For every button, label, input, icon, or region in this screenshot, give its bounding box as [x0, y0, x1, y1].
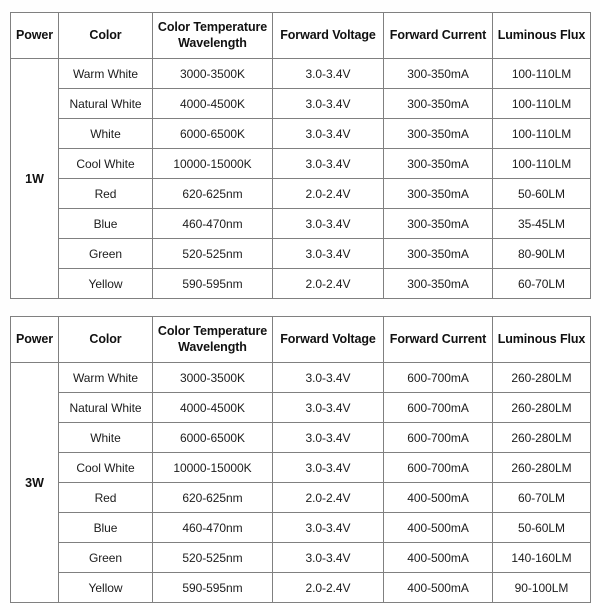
column-header-color: Color	[59, 13, 153, 59]
cell-current: 300-350mA	[384, 179, 493, 209]
cell-color: Green	[59, 543, 153, 573]
cell-flux: 80-90LM	[493, 239, 591, 269]
led-spec-table-3w	[10, 316, 591, 603]
table-row	[11, 119, 591, 149]
cell-current: 300-350mA	[384, 89, 493, 119]
cell-voltage: 3.0-3.4V	[273, 363, 384, 393]
cell-temp: 460-470nm	[153, 209, 273, 239]
cell-color: Cool White	[59, 149, 153, 179]
column-header-line1: Color Temperature	[157, 324, 268, 339]
cell-current: 300-350mA	[384, 59, 493, 89]
cell-voltage: 3.0-3.4V	[273, 393, 384, 423]
cell-current: 300-350mA	[384, 209, 493, 239]
power-cell-3w: 3W	[11, 363, 59, 603]
cell-color: White	[59, 119, 153, 149]
table-row	[11, 149, 591, 179]
table-body-1w	[11, 59, 591, 299]
cell-color: Green	[59, 239, 153, 269]
column-header-line1: Color Temperature	[157, 20, 268, 35]
cell-voltage: 3.0-3.4V	[273, 513, 384, 543]
table-row	[11, 59, 591, 89]
cell-flux: 260-280LM	[493, 453, 591, 483]
table-row	[11, 209, 591, 239]
cell-color: Yellow	[59, 573, 153, 603]
table-row	[11, 269, 591, 299]
cell-current: 600-700mA	[384, 363, 493, 393]
power-cell-1w: 1W	[11, 59, 59, 299]
column-header-color-temperature-wavelength	[153, 317, 273, 363]
cell-color: Warm White	[59, 59, 153, 89]
column-header-forward-voltage: Forward Voltage	[273, 317, 384, 363]
column-header-color-temperature-wavelength	[153, 13, 273, 59]
cell-current: 300-350mA	[384, 269, 493, 299]
led-spec-table-1w	[10, 12, 591, 299]
cell-flux: 100-110LM	[493, 119, 591, 149]
cell-flux: 140-160LM	[493, 543, 591, 573]
cell-voltage: 3.0-3.4V	[273, 543, 384, 573]
cell-voltage: 2.0-2.4V	[273, 179, 384, 209]
table-header-1w	[11, 13, 591, 59]
cell-current: 300-350mA	[384, 119, 493, 149]
cell-color: Red	[59, 483, 153, 513]
column-header-color: Color	[59, 317, 153, 363]
cell-flux: 260-280LM	[493, 423, 591, 453]
cell-flux: 260-280LM	[493, 393, 591, 423]
cell-flux: 100-110LM	[493, 149, 591, 179]
header-row	[11, 317, 591, 363]
cell-flux: 60-70LM	[493, 269, 591, 299]
column-header-power: Power	[11, 317, 59, 363]
cell-voltage: 2.0-2.4V	[273, 483, 384, 513]
cell-flux: 50-60LM	[493, 179, 591, 209]
table-row	[11, 513, 591, 543]
table-row	[11, 423, 591, 453]
cell-voltage: 3.0-3.4V	[273, 209, 384, 239]
cell-temp: 6000-6500K	[153, 423, 273, 453]
cell-current: 600-700mA	[384, 393, 493, 423]
cell-temp: 6000-6500K	[153, 119, 273, 149]
column-header-line2: Wavelength	[178, 339, 247, 354]
cell-temp: 3000-3500K	[153, 59, 273, 89]
cell-current: 300-350mA	[384, 239, 493, 269]
cell-current: 600-700mA	[384, 453, 493, 483]
cell-current: 400-500mA	[384, 573, 493, 603]
cell-color: Blue	[59, 209, 153, 239]
cell-temp: 520-525nm	[153, 239, 273, 269]
cell-temp: 10000-15000K	[153, 149, 273, 179]
column-header-luminous-flux: Luminous Flux	[493, 317, 591, 363]
table-row	[11, 483, 591, 513]
column-header-power: Power	[11, 13, 59, 59]
cell-current: 600-700mA	[384, 423, 493, 453]
table-body-3w	[11, 363, 591, 603]
column-header-forward-current: Forward Current	[384, 317, 493, 363]
cell-temp: 620-625nm	[153, 179, 273, 209]
cell-flux: 100-110LM	[493, 89, 591, 119]
cell-temp: 10000-15000K	[153, 453, 273, 483]
cell-color: Red	[59, 179, 153, 209]
cell-color: Warm White	[59, 363, 153, 393]
cell-temp: 4000-4500K	[153, 89, 273, 119]
table-header-3w	[11, 317, 591, 363]
cell-flux: 100-110LM	[493, 59, 591, 89]
cell-temp: 4000-4500K	[153, 393, 273, 423]
table-row	[11, 573, 591, 603]
column-header-luminous-flux: Luminous Flux	[493, 13, 591, 59]
cell-current: 400-500mA	[384, 513, 493, 543]
cell-color: Cool White	[59, 453, 153, 483]
cell-flux: 260-280LM	[493, 363, 591, 393]
table-row	[11, 89, 591, 119]
cell-temp: 3000-3500K	[153, 363, 273, 393]
cell-temp: 460-470nm	[153, 513, 273, 543]
cell-current: 300-350mA	[384, 149, 493, 179]
cell-voltage: 3.0-3.4V	[273, 59, 384, 89]
cell-temp: 590-595nm	[153, 269, 273, 299]
cell-voltage: 3.0-3.4V	[273, 149, 384, 179]
table-row	[11, 453, 591, 483]
cell-color: Yellow	[59, 269, 153, 299]
header-row	[11, 13, 591, 59]
cell-color: White	[59, 423, 153, 453]
cell-voltage: 3.0-3.4V	[273, 453, 384, 483]
cell-flux: 60-70LM	[493, 483, 591, 513]
table-row	[11, 363, 591, 393]
table-row	[11, 179, 591, 209]
cell-voltage: 3.0-3.4V	[273, 423, 384, 453]
cell-flux: 50-60LM	[493, 513, 591, 543]
cell-color: Blue	[59, 513, 153, 543]
cell-flux: 35-45LM	[493, 209, 591, 239]
cell-voltage: 3.0-3.4V	[273, 119, 384, 149]
table-row	[11, 239, 591, 269]
cell-voltage: 3.0-3.4V	[273, 89, 384, 119]
column-header-forward-voltage: Forward Voltage	[273, 13, 384, 59]
column-header-forward-current: Forward Current	[384, 13, 493, 59]
table-row	[11, 543, 591, 573]
cell-current: 400-500mA	[384, 483, 493, 513]
cell-color: Natural White	[59, 393, 153, 423]
column-header-line2: Wavelength	[178, 35, 247, 50]
table-row	[11, 393, 591, 423]
cell-temp: 590-595nm	[153, 573, 273, 603]
cell-voltage: 2.0-2.4V	[273, 269, 384, 299]
cell-flux: 90-100LM	[493, 573, 591, 603]
cell-voltage: 3.0-3.4V	[273, 239, 384, 269]
cell-current: 400-500mA	[384, 543, 493, 573]
cell-temp: 520-525nm	[153, 543, 273, 573]
cell-color: Natural White	[59, 89, 153, 119]
cell-temp: 620-625nm	[153, 483, 273, 513]
cell-voltage: 2.0-2.4V	[273, 573, 384, 603]
